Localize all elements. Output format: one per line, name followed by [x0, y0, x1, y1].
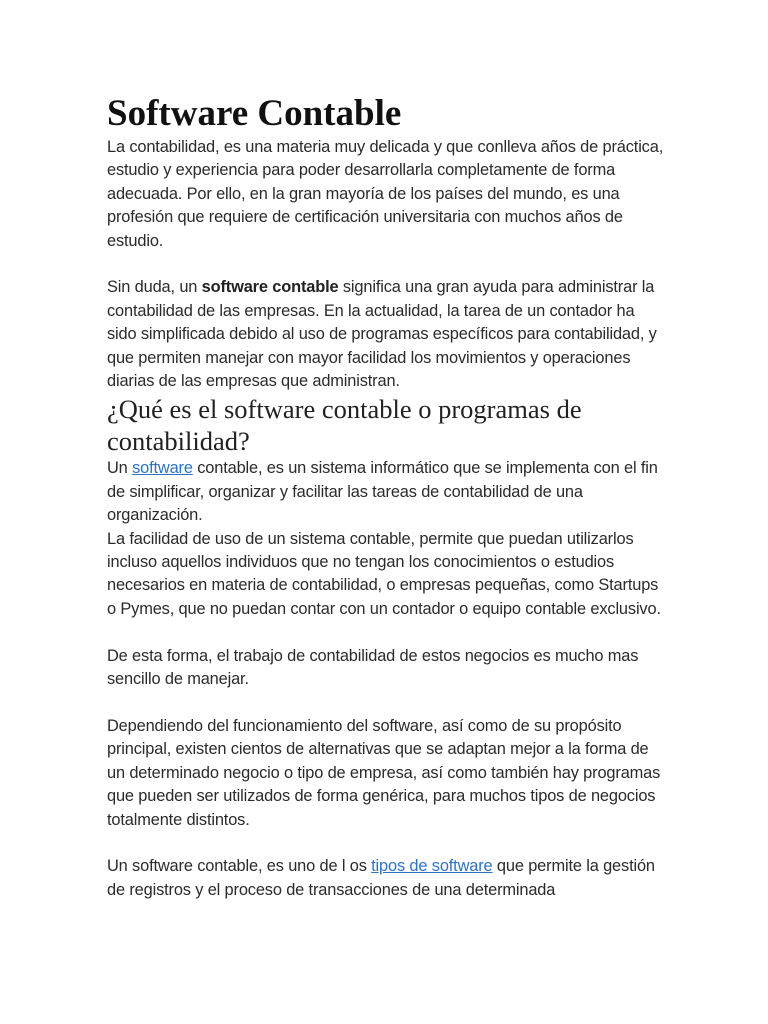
section-heading: ¿Qué es el software contable o programas de contabilidad? — [107, 394, 582, 457]
software-contable-paragraph — [107, 276, 667, 393]
ease-of-use-paragraph: La facilidad de uso de un sistema contable, permite que puedan utilizarlos incluso aquellos individuos que no tengan los conocimientos o estudios necesarios en materia de contabilidad, o empresas pequeñas, como Startups o Pymes, que no puedan contar con un contador o equipo contable exclusivo. — [107, 529, 661, 618]
alternatives-paragraph: Dependiendo del funcionamiento del software, así como de su propósito principal, existen cientos de alternativas que se adaptan mejor a la forma de un determinado negocio o tipo de empresa, así como también hay programas que pueden ser utilizados de forma genérica, para muchos tipos de negocios totalmente distintos. — [107, 716, 661, 829]
paragraph-spacer — [107, 621, 667, 644]
paragraph-spacer — [107, 253, 667, 276]
paragraph-text: significa una gran ayuda para administrar la contabilidad de las empresas. En la actualidad, la tarea de un contador ha sido simplificada debido al uso de programas específicos para contabilidad, y que permiten manejar con mayor facilidad los movimientos y operaciones diarias de las empresas que administran. — [107, 278, 657, 391]
document-body — [107, 92, 667, 902]
tipos-de-software-link[interactable]: tipos de software — [371, 857, 493, 876]
paragraph-text: Un — [107, 459, 133, 478]
page-title: Software Contable — [107, 93, 402, 134]
simplicity-paragraph: De esta forma, el trabajo de contabilidad de estos negocios es mucho mas sencillo de manejar. — [107, 646, 639, 689]
paragraph-spacer — [107, 832, 667, 855]
types-paragraph — [107, 855, 667, 902]
software-link[interactable]: software — [132, 459, 193, 478]
paragraph-text: contable, es un sistema informático que se implementa con el fin de simplificar, organizar y facilitar las tareas de contabilidad de una organización. — [107, 459, 658, 525]
intro-paragraph: La contabilidad, es una materia muy delicada y que conlleva años de práctica, estudio y experiencia para poder desarrollarla completamente de forma adecuada. Por ello, en la gran mayoría de los países del mundo, es una profesión que requiere de certificación universitaria con muchos años de estudio. — [107, 138, 664, 250]
paragraph-text: que permite la gestión de registros y el proceso de transacciones de una determinada — [107, 857, 655, 899]
bold-term: software contable — [201, 278, 339, 297]
definition-paragraph — [107, 457, 667, 527]
paragraph-spacer — [107, 692, 667, 715]
paragraph-text: Sin duda, un — [107, 278, 202, 297]
paragraph-text: Un software contable, es uno de l os — [107, 857, 372, 876]
